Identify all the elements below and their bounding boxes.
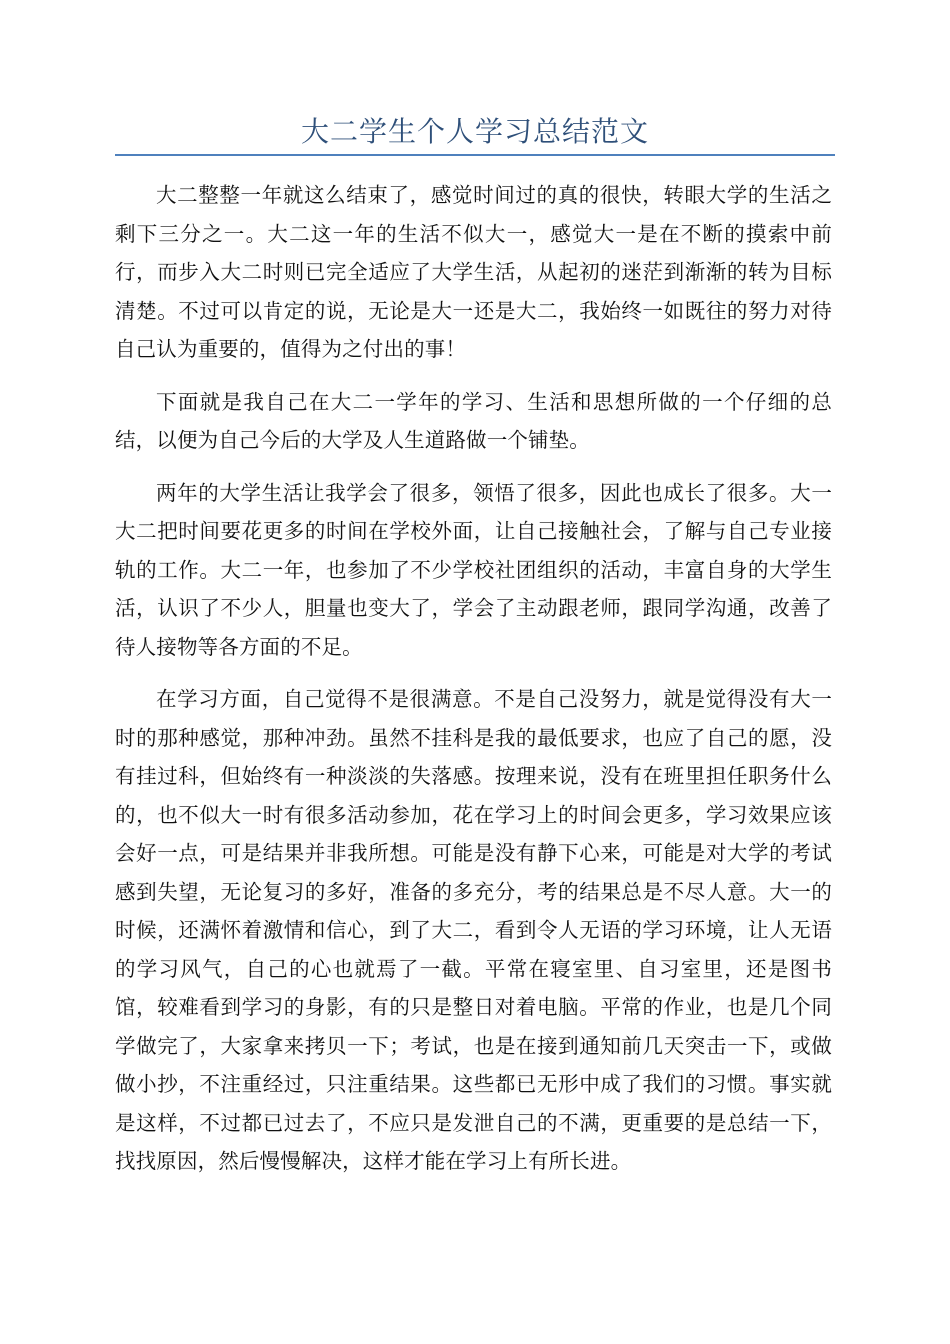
paragraph-4: 在学习方面，自己觉得不是很满意。不是自己没努力，就是觉得没有大一时的那种感觉，那种冲劲。虽然不挂科是我的最低要求，也应了自己的愿，没有挂过科，但始终有一种淡淡的失落感。按理来说，没有在班里担任职务什么的，也不似大一时有很多活动参加，花在学习上的时间会更多，学习效果应该会好一点，可是结果并非我所想。可能是没有静下心来，可能是对大学的考试感到失望，无论复习的多好，准备的多充分，考的结果总是不尽人意。大一的时候，还满怀着激情和信心，到了大二，看到令人无语的学习环境，让人无语的学习风气，自己的心也就焉了一截。平常在寝室里、自习室里，还是图书馆，较难看到学习的身影，有的只是整日对着电脑。平常的作业，也是几个同学做完了，大家拿来拷贝一下；考试，也是在接到通知前几天突击一下，或做做小抄，不注重经过，只注重结果。这些都已无形中成了我们的习惯。事实就是这样，不过都已过去了，不应只是发泄自己的不满，更重要的是总结一下，找找原因，然后慢慢解决，这样才能在学习上有所长进。 xyxy=(115,687,832,1173)
document-title: 大二学生个人学习总结范文 xyxy=(300,115,649,148)
document-body xyxy=(115,176,832,1195)
paragraph-1: 大二整整一年就这么结束了，感觉时间过的真的很快，转眼大学的生活之剩下三分之一。大二这一年的生活不似大一，感觉大一是在不断的摸索中前行，而步入大二时则已完全适应了大学生活，从起初的迷茫到渐渐的转为目标清楚。不过可以肯定的说，无论是大一还是大二，我始终一如既往的努力对待自己认为重要的，值得为之付出的事！ xyxy=(115,183,832,361)
paragraph-2: 下面就是我自己在大二一学年的学习、生活和思想所做的一个仔细的总结，以便为自己今后的大学及人生道路做一个铺垫。 xyxy=(115,389,832,452)
paragraph-3: 两年的大学生活让我学会了很多，领悟了很多，因此也成长了很多。大一大二把时间要花更多的时间在学校外面，让自己接触社会，了解与自己专业接轨的工作。大二一年，也参加了不少学校社团组织的活动，丰富自身的大学生活，认识了不少人，胆量也变大了，学会了主动跟老师，跟同学沟通，改善了待人接物等各方面的不足。 xyxy=(115,480,832,659)
title-underline xyxy=(115,154,835,156)
